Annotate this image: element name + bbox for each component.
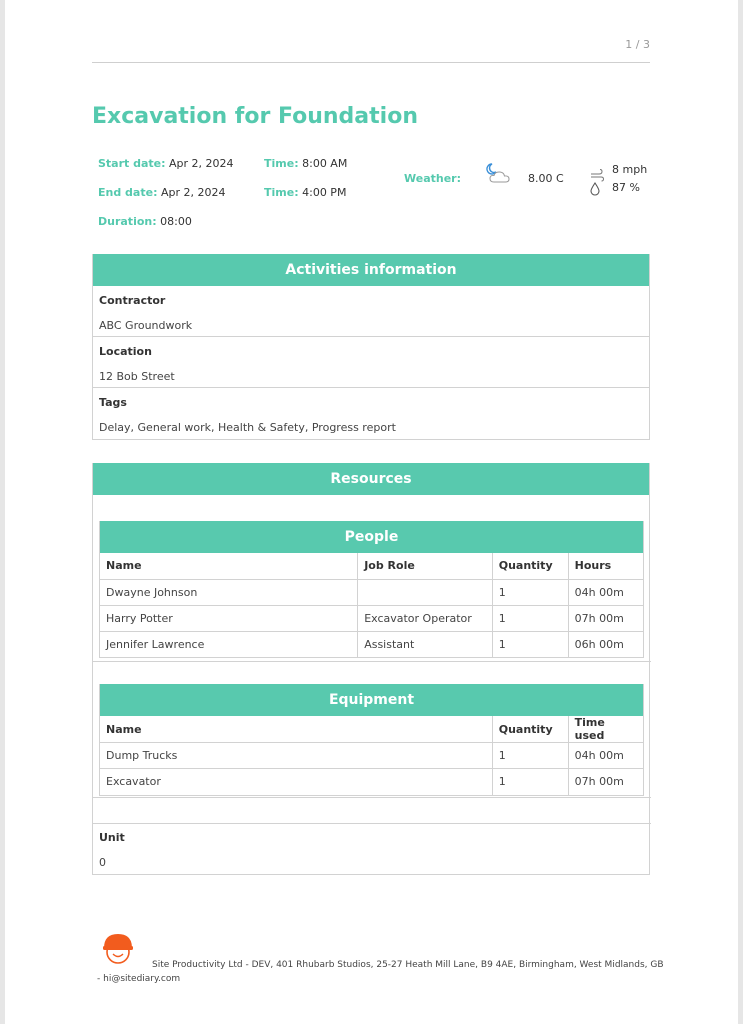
resources-divider [93, 661, 651, 662]
page-number: 1 / 3 [625, 38, 650, 51]
equipment-header: Equipment [100, 684, 643, 716]
person-name: Harry Potter [100, 605, 358, 631]
person-role: Assistant [358, 631, 493, 657]
equipment-quantity: 1 [492, 769, 568, 795]
resources-divider [93, 797, 651, 798]
equipment-grid [100, 716, 643, 795]
document-page [5, 0, 738, 1024]
end-time-label: Time: [264, 186, 299, 199]
table-row [100, 631, 643, 657]
equipment-table [99, 684, 644, 796]
table-header-row [100, 716, 643, 743]
location-label: Location [99, 345, 152, 358]
unit-field [99, 831, 125, 869]
person-role: Excavator Operator [358, 605, 493, 631]
end-date [98, 186, 225, 199]
weather-label: Weather: [404, 172, 461, 185]
person-hours: 07h 00m [568, 605, 643, 631]
equipment-name: Excavator [100, 769, 492, 795]
equipment-time: 07h 00m [574, 775, 624, 789]
wind-speed: 8 mph [612, 163, 648, 176]
contractor-label: Contractor [99, 294, 166, 307]
person-quantity: 1 [492, 605, 568, 631]
duration-label: Duration: [98, 215, 157, 228]
person-quantity: 1 [492, 579, 568, 605]
person-name: Jennifer Lawrence [100, 631, 358, 657]
equipment-time: 04h 00m [568, 743, 643, 769]
table-row [100, 605, 643, 631]
table-row [100, 769, 643, 795]
footer-email: - hi@sitediary.com [97, 974, 181, 984]
tags-field [93, 388, 649, 439]
humidity: 87 % [612, 181, 640, 194]
resources-header: Resources [93, 463, 649, 495]
start-date-value: Apr 2, 2024 [169, 157, 234, 170]
column-header: Time used [568, 716, 643, 743]
end-date-label: End date: [98, 186, 158, 199]
location-value: 12 Bob Street [99, 370, 175, 383]
unit-label: Unit [99, 831, 125, 844]
equipment-quantity: 1 [492, 743, 568, 769]
table-row [100, 743, 643, 769]
start-date-label: Start date: [98, 157, 166, 170]
night-cloudy-icon [485, 162, 515, 186]
resources-divider [93, 823, 651, 824]
people-grid [100, 553, 643, 657]
hard-hat-logo-icon [101, 930, 135, 966]
activities-section [92, 254, 650, 440]
column-header: Name [100, 716, 492, 743]
person-role [358, 579, 493, 605]
end-time-value: 4:00 PM [302, 186, 347, 199]
contractor-field [93, 286, 649, 337]
end-time [264, 186, 346, 199]
tags-value: Delay, General work, Health & Safety, Progress report [99, 421, 396, 434]
header-divider [92, 62, 650, 63]
person-hours: 06h 00m [574, 637, 624, 651]
resources-section [92, 463, 650, 875]
people-table [99, 521, 644, 658]
column-header: Quantity [492, 553, 568, 579]
page-title: Excavation for Foundation [92, 104, 418, 129]
duration [98, 215, 192, 228]
location-field [93, 337, 649, 388]
footer-address: Site Productivity Ltd - DEV, 401 Rhubarb Studios, 25-27 Heath Mill Lane, B9 4AE, Birmingham, West Midlands, GB [152, 960, 664, 970]
activities-header: Activities information [93, 254, 649, 286]
table-header-row [100, 553, 643, 579]
tags-label: Tags [99, 396, 127, 409]
person-name: Dwayne Johnson [100, 579, 358, 605]
column-header: Job Role [358, 553, 493, 579]
unit-value: 0 [99, 856, 106, 869]
contractor-value: ABC Groundwork [99, 319, 193, 332]
column-header: Name [100, 553, 358, 579]
column-header: Quantity [492, 716, 568, 743]
wind-humidity-icon [589, 168, 605, 196]
start-date [98, 157, 234, 170]
start-time-value: 8:00 AM [302, 157, 348, 170]
person-hours: 04h 00m [568, 579, 643, 605]
end-date-value: Apr 2, 2024 [160, 186, 226, 199]
people-header: People [100, 521, 643, 553]
column-header: Hours [568, 553, 643, 579]
duration-value: 08:00 [160, 215, 192, 228]
start-time [264, 157, 347, 170]
equipment-name: Dump Trucks [100, 743, 492, 769]
table-row [100, 579, 643, 605]
temperature: 8.00 C [528, 172, 564, 185]
start-time-label: Time: [264, 157, 299, 170]
person-quantity: 1 [492, 631, 568, 657]
